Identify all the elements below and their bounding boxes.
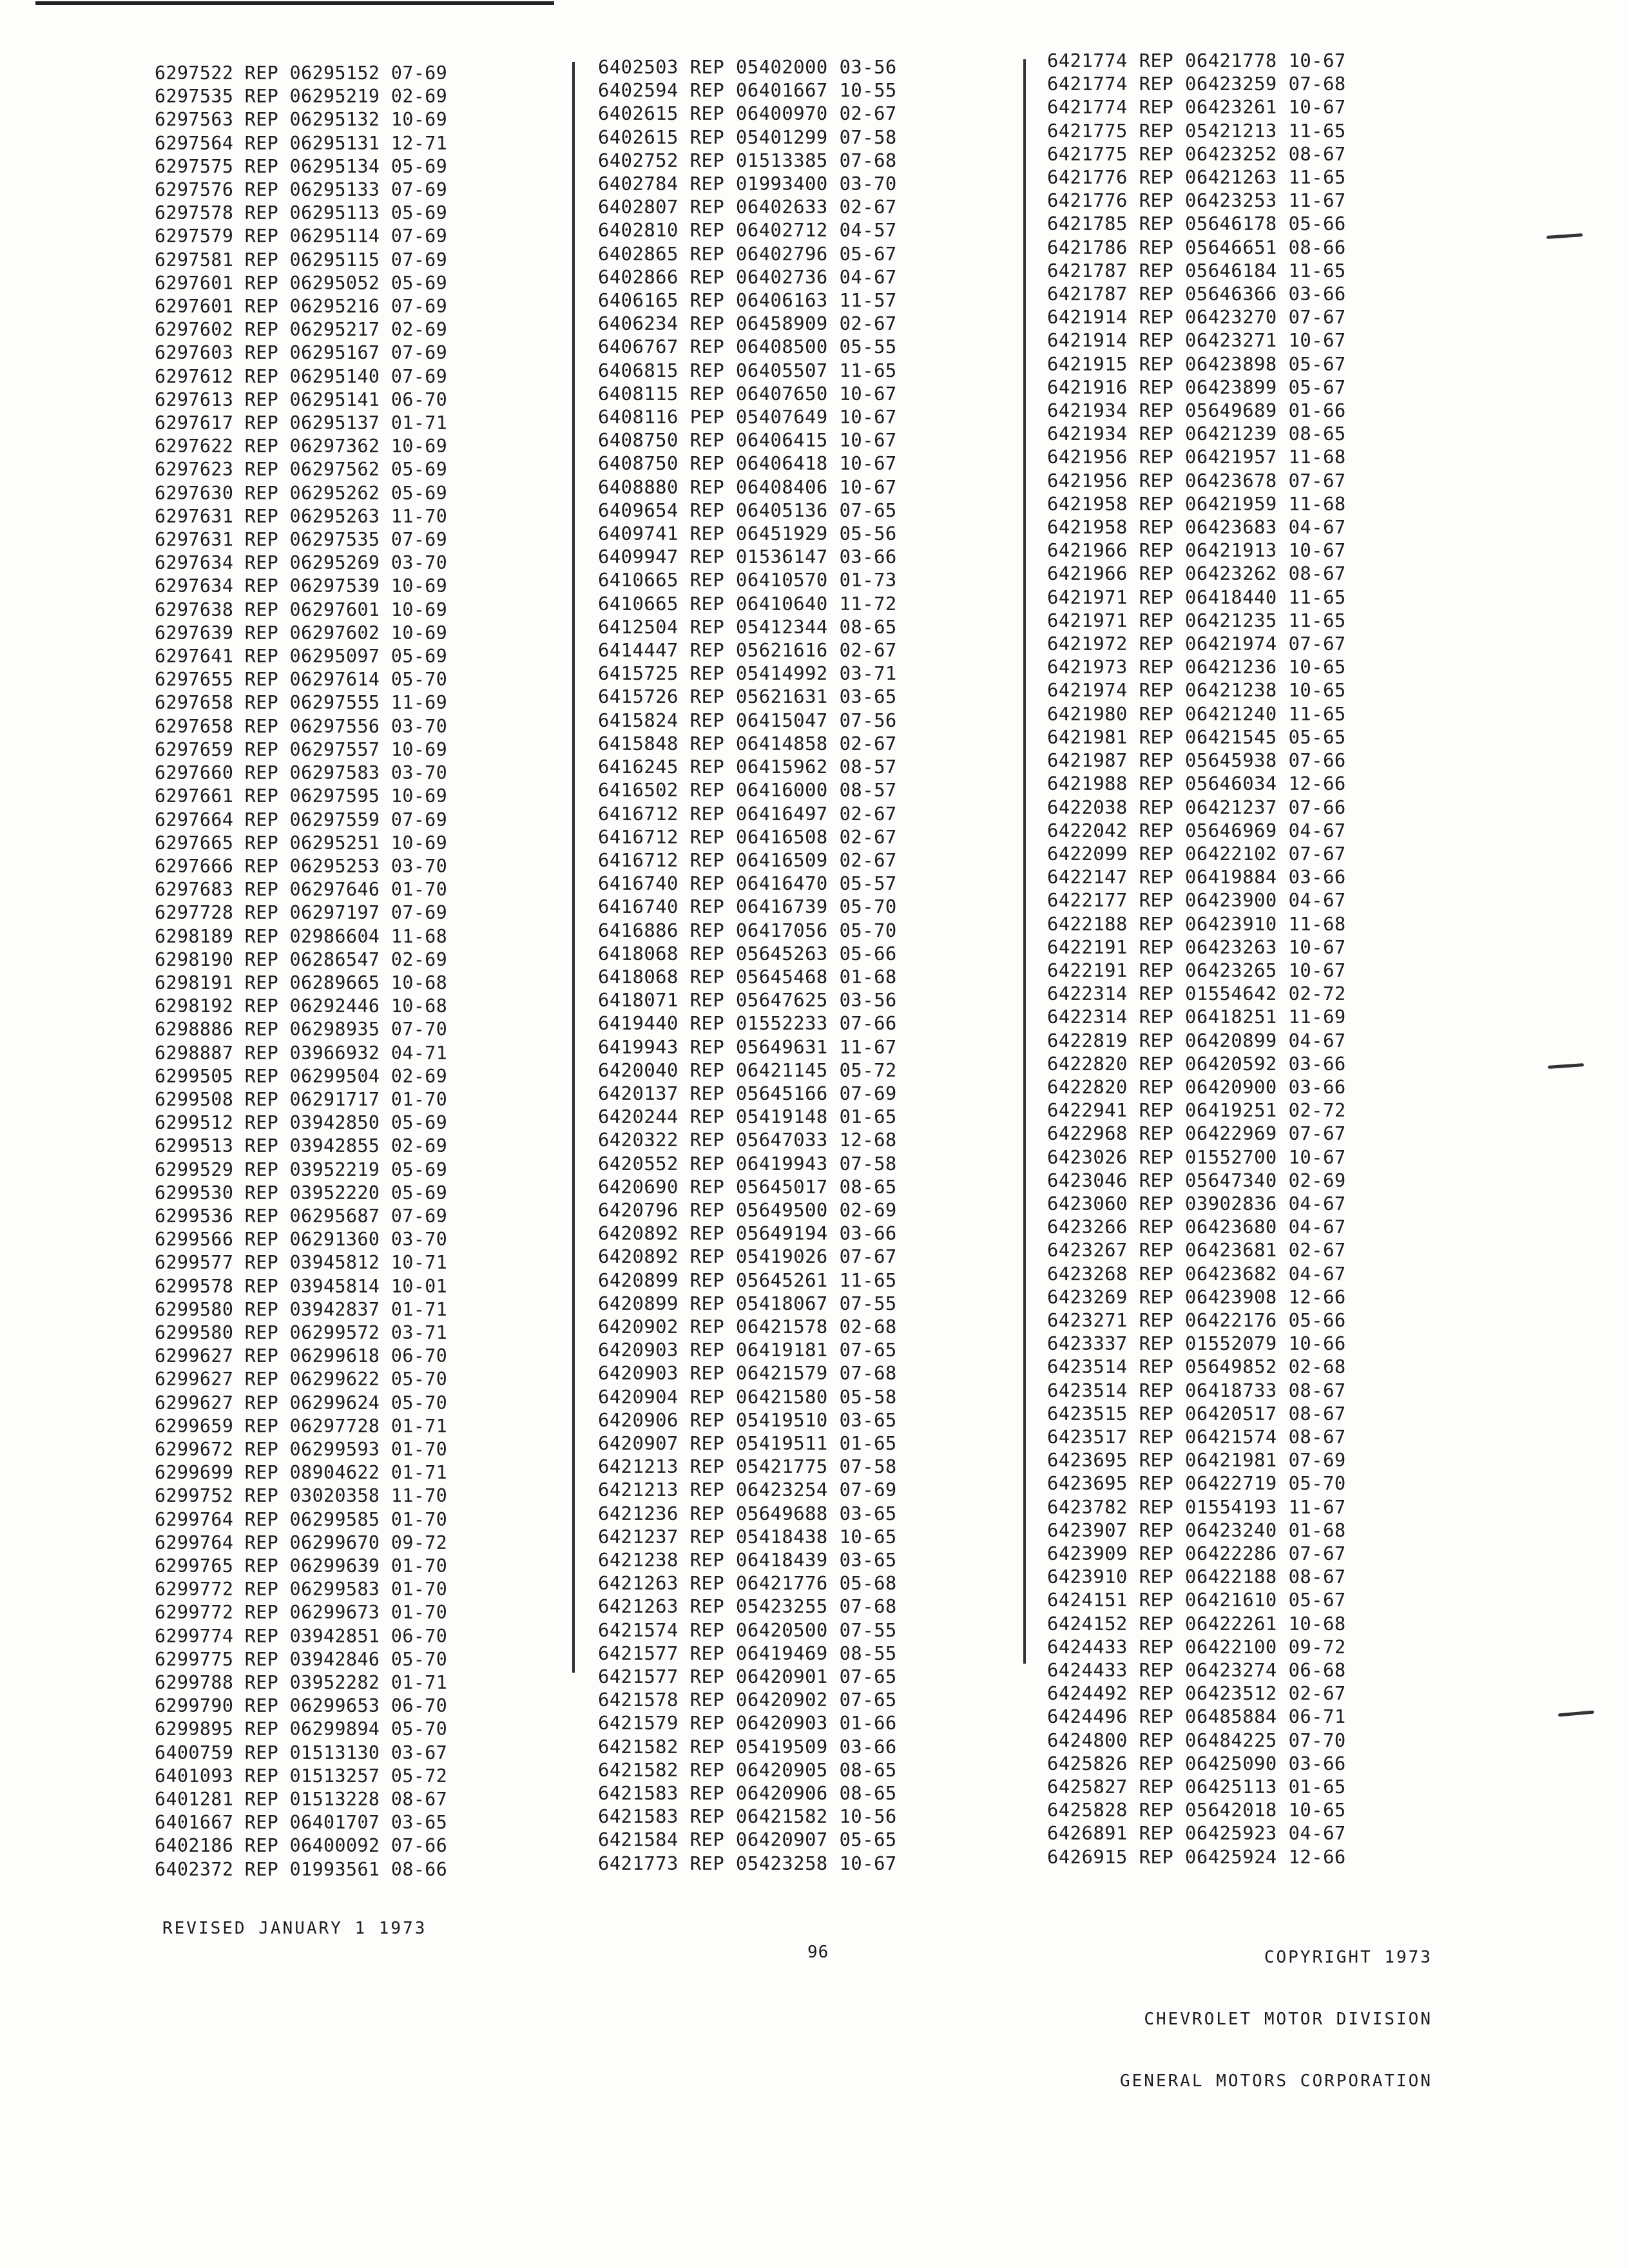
part-entry: 6421582 REP 06420905 08-65 (598, 1758, 897, 1781)
part-entry: 6420137 REP 05645166 07-69 (598, 1082, 897, 1104)
part-entry: 6416712 REP 06416508 02-67 (598, 825, 897, 848)
part-entry: 6423266 REP 06423680 04-67 (1047, 1216, 1346, 1238)
part-entry: 6299529 REP 03952219 05-69 (155, 1158, 448, 1180)
part-entry: 6420040 REP 06421145 05-72 (598, 1059, 897, 1081)
column-right (1047, 49, 1346, 1869)
part-entry: 6421971 REP 06421235 11-65 (1047, 609, 1346, 631)
part-entry: 6423269 REP 06423908 12-66 (1047, 1285, 1346, 1308)
part-entry: 6420907 REP 05419511 01-65 (598, 1432, 897, 1454)
part-entry: 6297631 REP 06295263 11-70 (155, 505, 448, 527)
part-entry: 6299627 REP 06299618 06-70 (155, 1345, 448, 1367)
part-entry: 6408750 REP 06406418 10-67 (598, 452, 897, 475)
part-entry: 6422188 REP 06423910 11-68 (1047, 912, 1346, 935)
part-entry: 6410665 REP 06410570 01-73 (598, 569, 897, 591)
part-entry: 6426915 REP 06425924 12-66 (1047, 1845, 1346, 1868)
part-entry: 6422042 REP 05646969 04-67 (1047, 819, 1346, 841)
part-entry: 6297522 REP 06295152 07-69 (155, 62, 448, 84)
part-entry: 6409947 REP 01536147 03-66 (598, 546, 897, 568)
part-entry: 6420899 REP 05418067 07-55 (598, 1292, 897, 1314)
part-entry: 6406767 REP 06408500 05-55 (598, 336, 897, 358)
part-entry: 6421776 REP 06421263 11-65 (1047, 166, 1346, 189)
part-entry: 6420903 REP 06421579 07-68 (598, 1362, 897, 1385)
part-entry: 6299764 REP 06299670 09-72 (155, 1532, 448, 1553)
part-entry: 6299578 REP 03945814 10-01 (155, 1275, 448, 1297)
part-entry: 6421956 REP 06421957 11-68 (1047, 446, 1346, 468)
part-entry: 6418068 REP 05645263 05-66 (598, 942, 897, 965)
part-entry: 6408115 REP 06407650 10-67 (598, 382, 897, 405)
part-entry: 6410665 REP 06410640 11-72 (598, 592, 897, 615)
part-entry: 6297603 REP 06295167 07-69 (155, 342, 448, 364)
part-entry: 6297665 REP 06295251 10-69 (155, 832, 448, 854)
part-entry: 6420690 REP 05645017 08-65 (598, 1175, 897, 1198)
part-entry: 6297634 REP 06297539 10-69 (155, 575, 448, 597)
part-entry: 6422819 REP 06420899 04-67 (1047, 1029, 1346, 1052)
part-entry: 6297579 REP 06295114 07-69 (155, 226, 448, 247)
part-entry: 6423695 REP 06422719 05-70 (1047, 1472, 1346, 1495)
part-entry: 6422147 REP 06419884 03-66 (1047, 866, 1346, 889)
part-entry: 6415726 REP 05621631 03-65 (598, 686, 897, 708)
part-entry: 6424492 REP 06423512 02-67 (1047, 1682, 1346, 1705)
part-entry: 6402372 REP 01993561 08-66 (155, 1858, 448, 1880)
part-entry: 6402810 REP 06402712 04-57 (598, 219, 897, 242)
copyright-line: CHEVROLET MOTOR DIVISION (1144, 2010, 1432, 2029)
part-entry: 6421213 REP 06423254 07-69 (598, 1479, 897, 1501)
part-entry: 6421787 REP 05646366 03-66 (1047, 283, 1346, 305)
part-entry: 6423910 REP 06422188 08-67 (1047, 1566, 1346, 1588)
part-entry: 6402615 REP 06400970 02-67 (598, 102, 897, 125)
part-entry: 6297576 REP 06295133 07-69 (155, 179, 448, 201)
part-entry: 6421988 REP 05646034 12-66 (1047, 773, 1346, 795)
part-entry: 6299775 REP 03942846 05-70 (155, 1648, 448, 1670)
part-entry: 6421776 REP 06423253 11-67 (1047, 189, 1346, 212)
part-entry: 6299505 REP 06299504 02-69 (155, 1065, 448, 1087)
part-entry: 6297655 REP 06297614 05-70 (155, 669, 448, 691)
part-entry: 6420902 REP 06421578 02-68 (598, 1315, 897, 1338)
part-entry: 6421577 REP 06420901 07-65 (598, 1666, 897, 1688)
part-entry: 6297658 REP 06297556 03-70 (155, 715, 448, 737)
part-entry: 6421934 REP 05649689 01-66 (1047, 399, 1346, 422)
part-entry: 6299790 REP 06299653 06-70 (155, 1695, 448, 1717)
part-entry: 6297581 REP 06295115 07-69 (155, 249, 448, 271)
part-entry: 6297639 REP 06297602 10-69 (155, 622, 448, 644)
part-entry: 6414447 REP 05621616 02-67 (598, 639, 897, 662)
part-entry: 6416712 REP 06416497 02-67 (598, 802, 897, 825)
part-entry: 6420244 REP 05419148 01-65 (598, 1106, 897, 1128)
part-entry: 6406234 REP 06458909 02-67 (598, 312, 897, 335)
part-entry: 6299772 REP 06299673 01-70 (155, 1602, 448, 1624)
part-entry: 6421237 REP 05418438 10-65 (598, 1525, 897, 1548)
part-entry: 6299752 REP 03020358 11-70 (155, 1485, 448, 1507)
part-entry: 6297623 REP 06297562 05-69 (155, 459, 448, 481)
part-entry: 6421583 REP 06420906 08-65 (598, 1782, 897, 1805)
part-entry: 6422820 REP 06420900 03-66 (1047, 1075, 1346, 1098)
part-entry: 6297683 REP 06297646 01-70 (155, 879, 448, 901)
part-entry: 6298191 REP 06289665 10-68 (155, 972, 448, 994)
part-entry: 6297535 REP 06295219 02-69 (155, 86, 448, 108)
part-entry: 6298189 REP 02986604 11-68 (155, 925, 448, 947)
part-entry: 6423268 REP 06423682 04-67 (1047, 1262, 1346, 1285)
part-entry: 6298886 REP 06298935 07-70 (155, 1019, 448, 1041)
part-entry: 6421774 REP 06423259 07-68 (1047, 73, 1346, 95)
part-entry: 6299627 REP 06299622 05-70 (155, 1369, 448, 1390)
part-entry: 6299788 REP 03952282 01-71 (155, 1672, 448, 1694)
part-entry: 6422177 REP 06423900 04-67 (1047, 889, 1346, 912)
column-divider-left (572, 62, 575, 1673)
part-entry: 6424800 REP 06484225 07-70 (1047, 1729, 1346, 1751)
part-entry: 6299508 REP 06291717 01-70 (155, 1088, 448, 1110)
part-entry: 6408880 REP 06408406 10-67 (598, 476, 897, 498)
part-entry: 6421980 REP 06421240 11-65 (1047, 702, 1346, 725)
part-entry: 6401667 REP 06401707 03-65 (155, 1812, 448, 1834)
part-entry: 6421958 REP 06421959 11-68 (1047, 492, 1346, 515)
part-entry: 6299566 REP 06291360 03-70 (155, 1229, 448, 1251)
part-entry: 6415824 REP 06415047 07-56 (598, 709, 897, 731)
part-entry: 6421973 REP 06421236 10-65 (1047, 656, 1346, 678)
part-entry: 6421775 REP 06423252 08-67 (1047, 142, 1346, 165)
part-entry: 6421916 REP 06423899 05-67 (1047, 376, 1346, 398)
part-entry: 6422968 REP 06422969 07-67 (1047, 1122, 1346, 1145)
part-entry: 6421579 REP 06420903 01-66 (598, 1712, 897, 1735)
copyright-line: GENERAL MOTORS CORPORATION (1120, 2071, 1432, 2091)
part-entry: 6421583 REP 06421582 10-56 (598, 1805, 897, 1828)
part-entry: 6421981 REP 06421545 05-65 (1047, 726, 1346, 748)
part-entry: 6299513 REP 03942855 02-69 (155, 1135, 448, 1157)
margin-mark (1558, 1711, 1594, 1717)
part-entry: 6297613 REP 06295141 06-70 (155, 389, 448, 410)
part-entry: 6298192 REP 06292446 10-68 (155, 995, 448, 1017)
part-entry: 6421263 REP 06421776 05-68 (598, 1572, 897, 1595)
part-entry: 6297660 REP 06297583 03-70 (155, 762, 448, 784)
part-entry: 6402615 REP 05401299 07-58 (598, 126, 897, 148)
part-entry: 6408750 REP 06406415 10-67 (598, 429, 897, 452)
part-entry: 6416886 REP 06417056 05-70 (598, 919, 897, 941)
part-entry: 6416740 REP 06416470 05-57 (598, 872, 897, 895)
part-entry: 6421974 REP 06421238 10-65 (1047, 679, 1346, 702)
part-entry: 6421787 REP 05646184 11-65 (1047, 259, 1346, 282)
part-entry: 6419943 REP 05649631 11-67 (598, 1035, 897, 1058)
part-entry: 6421972 REP 06421974 07-67 (1047, 633, 1346, 655)
part-entry: 6421914 REP 06423271 10-67 (1047, 329, 1346, 352)
part-entry: 6297630 REP 06295262 05-69 (155, 482, 448, 504)
column-left (155, 62, 447, 1881)
column-middle (598, 55, 897, 1875)
part-entry: 6297563 REP 06295132 10-69 (155, 109, 448, 131)
part-entry: 6423337 REP 01552079 10-66 (1047, 1332, 1346, 1355)
part-entry: 6297612 REP 06295140 07-69 (155, 365, 448, 387)
part-entry: 6421263 REP 05423255 07-68 (598, 1595, 897, 1618)
part-entry: 6420906 REP 05419510 03-65 (598, 1408, 897, 1431)
part-entry: 6297661 REP 06297595 10-69 (155, 785, 448, 807)
part-entry: 6421584 REP 06420907 05-65 (598, 1829, 897, 1851)
part-entry: 6297601 REP 06295216 07-69 (155, 296, 448, 318)
part-entry: 6420552 REP 06419943 07-58 (598, 1152, 897, 1175)
part-entry: 6299536 REP 06295687 07-69 (155, 1205, 448, 1227)
part-entry: 6299530 REP 03952220 05-69 (155, 1182, 448, 1204)
part-entry: 6402866 REP 06402736 04-67 (598, 265, 897, 288)
part-entry: 6297578 REP 06295113 05-69 (155, 202, 448, 224)
part-entry: 6418068 REP 05645468 01-68 (598, 965, 897, 988)
part-entry: 6416502 REP 06416000 08-57 (598, 779, 897, 802)
part-entry: 6426891 REP 06425923 04-67 (1047, 1822, 1346, 1845)
part-entry: 6299580 REP 06299572 03-71 (155, 1321, 448, 1343)
part-entry: 6423695 REP 06421981 07-69 (1047, 1449, 1346, 1472)
part-entry: 6423026 REP 01552700 10-67 (1047, 1146, 1346, 1168)
part-entry: 6421934 REP 06421239 08-65 (1047, 423, 1346, 445)
part-entry: 6297622 REP 06297362 10-69 (155, 436, 448, 457)
part-entry: 6421577 REP 06419469 08-55 (598, 1642, 897, 1664)
part-entry: 6297641 REP 06295097 05-69 (155, 646, 448, 668)
part-entry: 6423909 REP 06422286 07-67 (1047, 1542, 1346, 1564)
margin-mark (1547, 233, 1583, 239)
part-entry: 6402784 REP 01993400 03-70 (598, 173, 897, 195)
part-entry: 6298887 REP 03966932 04-71 (155, 1042, 448, 1064)
part-entry: 6423514 REP 05649852 02-68 (1047, 1356, 1346, 1378)
part-entry: 6297601 REP 06295052 05-69 (155, 272, 448, 294)
part-entry: 6297666 REP 06295253 03-70 (155, 855, 448, 877)
revised-date: REVISED JANUARY 1 1973 (162, 1919, 427, 1938)
part-entry: 6420899 REP 05645261 11-65 (598, 1269, 897, 1291)
part-entry: 6420903 REP 06419181 07-65 (598, 1339, 897, 1361)
copyright-line: COPYRIGHT 1973 (1264, 1948, 1432, 1967)
part-entry: 6299672 REP 06299593 01-70 (155, 1438, 448, 1460)
part-entry: 6420796 REP 05649500 02-69 (598, 1198, 897, 1221)
part-entry: 6416245 REP 06415962 08-57 (598, 756, 897, 778)
part-entry: 6422099 REP 06422102 07-67 (1047, 842, 1346, 865)
part-entry: 6423782 REP 01554193 11-67 (1047, 1495, 1346, 1518)
part-entry: 6409741 REP 06451929 05-56 (598, 523, 897, 545)
part-entry: 6415725 REP 05414992 03-71 (598, 662, 897, 685)
part-entry: 6297659 REP 06297557 10-69 (155, 738, 448, 760)
part-entry: 6420892 REP 05649194 03-66 (598, 1222, 897, 1245)
part-entry: 6422191 REP 06423265 10-67 (1047, 959, 1346, 981)
part-entry: 6297658 REP 06297555 11-69 (155, 692, 448, 714)
part-entry: 6402807 REP 06402633 02-67 (598, 196, 897, 218)
part-entry: 6421574 REP 06420500 07-55 (598, 1619, 897, 1641)
part-entry: 6409654 REP 06405136 07-65 (598, 499, 897, 521)
copyright-block (1120, 1906, 1432, 2133)
part-entry: 6420322 REP 05647033 12-68 (598, 1129, 897, 1151)
part-entry: 6421914 REP 06423270 07-67 (1047, 306, 1346, 329)
top-rule (35, 1, 554, 5)
part-entry: 6421956 REP 06423678 07-67 (1047, 469, 1346, 492)
part-entry: 6421213 REP 05421775 07-58 (598, 1456, 897, 1478)
part-entry: 6299895 REP 06299894 05-70 (155, 1718, 448, 1740)
part-entry: 6423060 REP 03902836 04-67 (1047, 1192, 1346, 1215)
part-entry: 6401281 REP 01513228 08-67 (155, 1789, 448, 1811)
part-entry: 6423514 REP 06418733 08-67 (1047, 1379, 1346, 1401)
part-entry: 6422820 REP 06420592 03-66 (1047, 1052, 1346, 1075)
part-entry: 6421578 REP 06420902 07-65 (598, 1689, 897, 1711)
part-entry: 6425826 REP 06425090 03-66 (1047, 1752, 1346, 1774)
part-entry: 6402594 REP 06401667 10-55 (598, 79, 897, 102)
part-entry: 6297564 REP 06295131 12-71 (155, 132, 448, 154)
part-entry: 6299577 REP 03945812 10-71 (155, 1252, 448, 1274)
part-entry: 6420892 REP 05419026 07-67 (598, 1245, 897, 1268)
part-entry: 6402186 REP 06400092 07-66 (155, 1835, 448, 1857)
part-entry: 6421582 REP 05419509 03-66 (598, 1735, 897, 1758)
part-entry: 6299772 REP 06299583 01-70 (155, 1579, 448, 1600)
part-entry: 6299512 REP 03942850 05-69 (155, 1112, 448, 1134)
part-entry: 6421786 REP 05646651 08-66 (1047, 236, 1346, 258)
part-entry: 6421966 REP 06423262 08-67 (1047, 562, 1346, 585)
part-entry: 6299580 REP 03942837 01-71 (155, 1298, 448, 1320)
part-entry: 6424496 REP 06485884 06-71 (1047, 1706, 1346, 1728)
part-entry: 6421966 REP 06421913 10-67 (1047, 539, 1346, 562)
part-entry: 6421774 REP 06421778 10-67 (1047, 50, 1346, 72)
part-entry: 6423515 REP 06420517 08-67 (1047, 1402, 1346, 1425)
part-entry: 6425828 REP 05642018 10-65 (1047, 1799, 1346, 1821)
part-entry: 6297634 REP 06295269 03-70 (155, 552, 448, 574)
part-entry: 6421958 REP 06423683 04-67 (1047, 516, 1346, 539)
part-entry: 6423907 REP 06423240 01-68 (1047, 1519, 1346, 1541)
part-entry: 6416712 REP 06416509 02-67 (598, 849, 897, 871)
page-number: 96 (807, 1943, 829, 1962)
part-entry: 6297728 REP 06297197 07-69 (155, 902, 448, 924)
part-entry: 6421971 REP 06418440 11-65 (1047, 586, 1346, 608)
part-entry: 6297664 REP 06297559 07-69 (155, 809, 448, 831)
part-entry: 6297602 REP 06295217 02-69 (155, 319, 448, 341)
part-entry: 6400759 REP 01513130 03-67 (155, 1742, 448, 1763)
part-entry: 6422941 REP 06419251 02-72 (1047, 1099, 1346, 1122)
part-entry: 6421915 REP 06423898 05-67 (1047, 352, 1346, 375)
part-entry: 6420904 REP 06421580 05-58 (598, 1385, 897, 1408)
part-entry: 6299774 REP 03942851 06-70 (155, 1625, 448, 1647)
margin-mark (1548, 1063, 1584, 1069)
part-entry: 6297617 REP 06295137 01-71 (155, 412, 448, 434)
part-entry: 6299765 REP 06299639 01-70 (155, 1555, 448, 1577)
part-entry: 6422314 REP 01554642 02-72 (1047, 983, 1346, 1005)
part-entry: 6402503 REP 05402000 03-56 (598, 56, 897, 78)
part-entry: 6425827 REP 06425113 01-65 (1047, 1776, 1346, 1798)
part-entry: 6299659 REP 06297728 01-71 (155, 1415, 448, 1437)
part-entry: 6421773 REP 05423258 10-67 (598, 1852, 897, 1874)
part-entry: 6402752 REP 01513385 07-68 (598, 149, 897, 171)
part-entry: 6423517 REP 06421574 08-67 (1047, 1425, 1346, 1448)
column-divider-right (1023, 59, 1026, 1664)
part-entry: 6419440 REP 01552233 07-66 (598, 1012, 897, 1035)
part-entry: 6421238 REP 06418439 03-65 (598, 1549, 897, 1571)
part-entry: 6297631 REP 06297535 07-69 (155, 529, 448, 551)
part-entry: 6424151 REP 06421610 05-67 (1047, 1589, 1346, 1611)
part-entry: 6299627 REP 06299624 05-70 (155, 1392, 448, 1414)
part-entry: 6406815 REP 06405507 11-65 (598, 359, 897, 381)
part-entry: 6421775 REP 05421213 11-65 (1047, 119, 1346, 142)
part-entry: 6406165 REP 06406163 11-57 (598, 289, 897, 312)
part-entry: 6424433 REP 06422100 09-72 (1047, 1635, 1346, 1658)
part-entry: 6298190 REP 06286547 02-69 (155, 948, 448, 970)
part-entry: 6415848 REP 06414858 02-67 (598, 732, 897, 754)
part-entry: 6422191 REP 06423263 10-67 (1047, 936, 1346, 958)
part-entry: 6424152 REP 06422261 10-68 (1047, 1612, 1346, 1635)
part-entry: 6422038 REP 06421237 07-66 (1047, 796, 1346, 818)
part-entry: 6421774 REP 06423261 10-67 (1047, 96, 1346, 119)
part-entry: 6423271 REP 06422176 05-66 (1047, 1309, 1346, 1331)
part-entry: 6422314 REP 06418251 11-69 (1047, 1006, 1346, 1028)
part-entry: 6299764 REP 06299585 01-70 (155, 1508, 448, 1530)
part-entry: 6297638 REP 06297601 10-69 (155, 599, 448, 620)
part-entry: 6401093 REP 01513257 05-72 (155, 1765, 448, 1787)
part-entry: 6402865 REP 06402796 05-67 (598, 242, 897, 265)
part-entry: 6423267 REP 06423681 02-67 (1047, 1239, 1346, 1262)
part-entry: 6421987 REP 05645938 07-66 (1047, 749, 1346, 772)
part-entry: 6424433 REP 06423274 06-68 (1047, 1659, 1346, 1682)
part-entry: 6408116 PEP 05407649 10-67 (598, 406, 897, 428)
part-entry: 6421785 REP 05646178 05-66 (1047, 213, 1346, 235)
part-entry: 6299699 REP 08904622 01-71 (155, 1462, 448, 1484)
part-entry: 6423046 REP 05647340 02-69 (1047, 1169, 1346, 1191)
part-entry: 6416740 REP 06416739 05-70 (598, 896, 897, 918)
part-entry: 6412504 REP 05412344 08-65 (598, 615, 897, 638)
part-entry: 6418071 REP 05647625 03-56 (598, 989, 897, 1012)
part-entry: 6297575 REP 06295134 05-69 (155, 155, 448, 177)
part-entry: 6421236 REP 05649688 03-65 (598, 1502, 897, 1524)
